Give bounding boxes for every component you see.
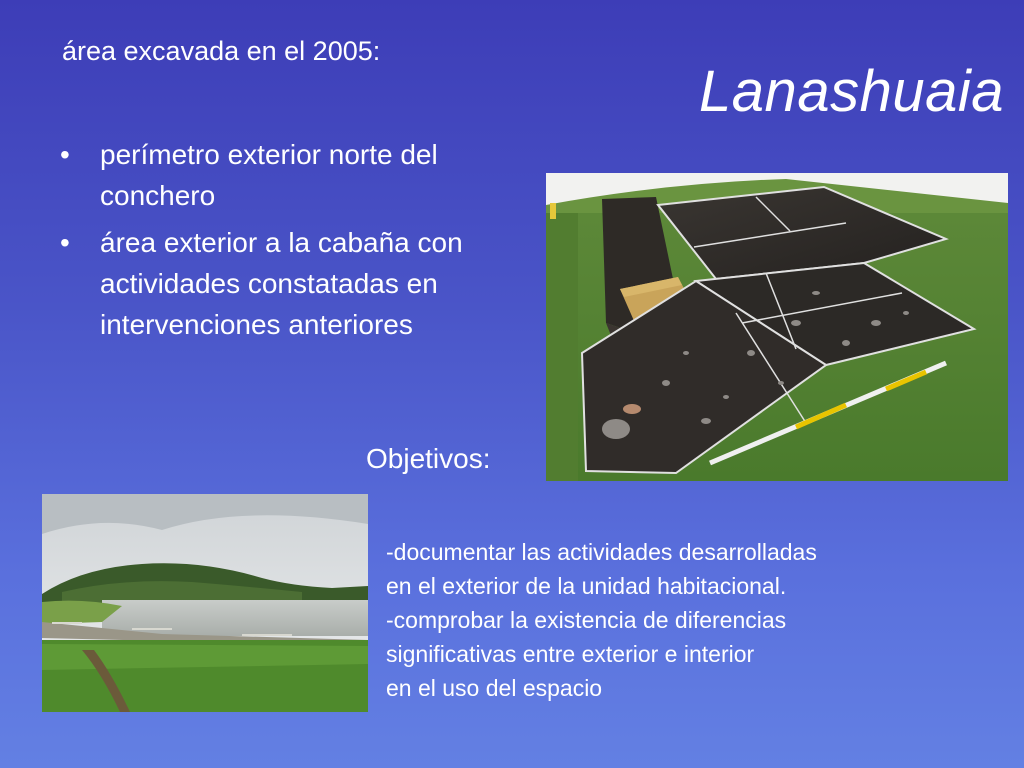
objectives-line: -documentar las actividades desarrolladas	[386, 539, 817, 565]
bullet-marker: •	[60, 139, 70, 170]
bullet-list	[60, 134, 530, 351]
bullet-text: área exterior a la cabaña con actividades constatadas en intervenciones anteriores	[100, 227, 463, 340]
objectives-heading: Objetivos:	[366, 443, 491, 474]
slide-title: Lanashuaia	[699, 59, 1004, 124]
objectives-line: en el uso del espacio	[386, 675, 603, 701]
bullet-marker: •	[60, 227, 70, 258]
objectives-line: -comprobar la existencia de diferencias	[386, 607, 787, 633]
objectives-text	[386, 535, 946, 705]
intro-heading: área excavada en el 2005:	[62, 36, 381, 66]
bullet-text: perímetro exterior norte del conchero	[100, 139, 438, 211]
bullet-item	[60, 134, 530, 216]
landscape-photo	[42, 494, 368, 712]
excavation-photo	[546, 173, 1008, 481]
objectives-line: significativas entre exterior e interior	[386, 641, 755, 667]
bullet-item	[60, 222, 530, 345]
objectives-line: en el exterior de la unidad habitacional.	[386, 573, 787, 599]
